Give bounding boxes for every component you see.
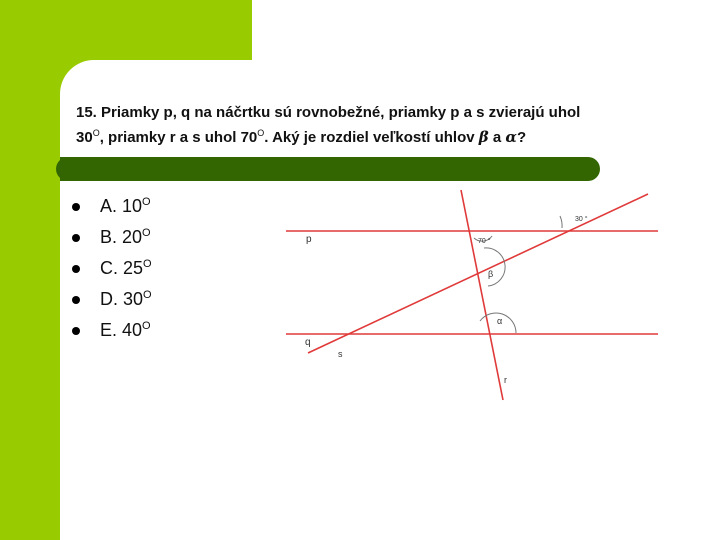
label-s: s: [338, 349, 343, 359]
question-end: ?: [516, 129, 527, 146]
question-and: a: [488, 129, 506, 146]
label-70-deg: 70 °: [478, 238, 491, 245]
beta-symbol: β: [478, 128, 489, 146]
angle-beta-arc: [484, 248, 505, 286]
question-line1: 15. Priamky p, q na náčrtku sú rovnobežné, priamky p a s zvierajú uhol: [76, 104, 581, 121]
option-value: A. 10: [100, 196, 143, 216]
angle-30-arc: [560, 216, 562, 228]
degree-sup: O: [142, 227, 151, 239]
degree-sup: O: [92, 128, 100, 138]
degree-sup: O: [257, 128, 265, 138]
question-30: 30: [76, 129, 93, 146]
label-alpha: α: [497, 316, 503, 326]
alpha-symbol: α: [505, 128, 517, 146]
label-beta: β: [488, 269, 494, 279]
option-value: B. 20: [100, 227, 143, 247]
option-value: E. 40: [100, 320, 143, 340]
label-r: r: [504, 375, 507, 385]
label-p: p: [306, 234, 312, 245]
option-value: C. 25: [100, 258, 144, 278]
degree-sup: O: [142, 320, 151, 332]
question-mid2: . Aký je rozdiel veľkostí uhlov: [264, 129, 479, 146]
label-q: q: [305, 337, 311, 348]
degree-sup: O: [142, 196, 151, 208]
line-r: [461, 190, 503, 400]
degree-sup: O: [143, 258, 152, 270]
degree-sup: O: [143, 289, 152, 301]
label-30-deg: 30 °: [575, 216, 588, 223]
option-value: D. 30: [100, 289, 144, 309]
question-mid1: , priamky r a s uhol 70: [99, 129, 258, 146]
